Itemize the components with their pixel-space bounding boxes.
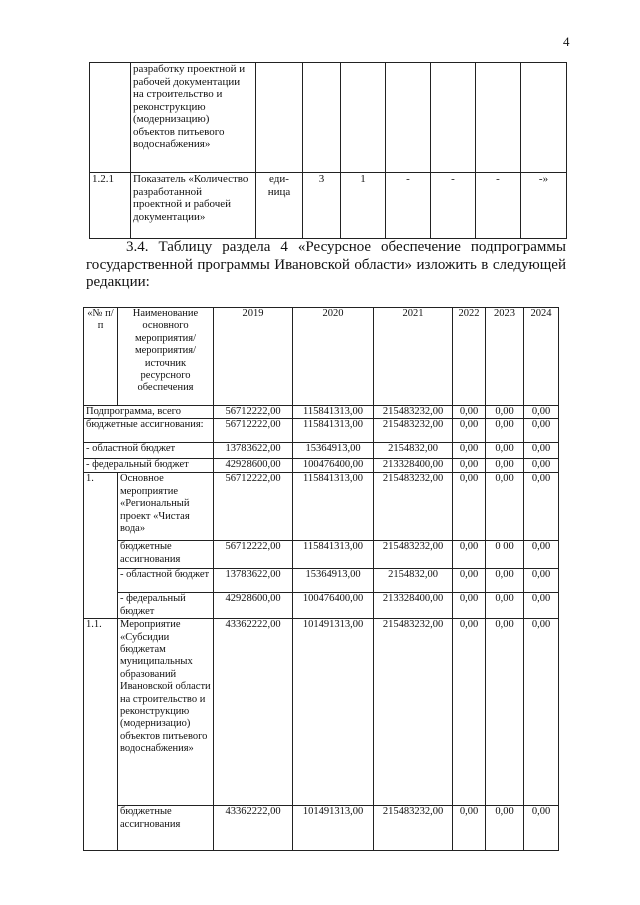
- value-cell: 115841313,00: [293, 541, 374, 569]
- empty-cell: [476, 63, 521, 173]
- value-cell: 43362222,00: [214, 619, 293, 806]
- empty-cell: [341, 63, 386, 173]
- row-number: 1.2.1: [90, 173, 131, 239]
- value-cell: -»: [521, 173, 567, 239]
- table-row: [84, 473, 559, 541]
- row-label: - федеральный бюджет: [84, 459, 214, 473]
- value-cell: 0,00: [486, 419, 524, 443]
- row-label: бюджетные ассигнования: [118, 541, 214, 569]
- table-row: [84, 443, 559, 459]
- table-row: [90, 173, 567, 239]
- header-year: 2024: [524, 308, 559, 406]
- value-cell: 56712222,00: [214, 419, 293, 443]
- empty-cell: [386, 63, 431, 173]
- value-cell: 15364913,00: [293, 443, 374, 459]
- value-cell: 0,00: [453, 443, 486, 459]
- value-cell: 15364913,00: [293, 569, 374, 593]
- value-cell: 43362222,00: [214, 806, 293, 851]
- value-cell: 215483232,00: [374, 806, 453, 851]
- header-year: 2021: [374, 308, 453, 406]
- value-cell: -: [386, 173, 431, 239]
- table-row: [84, 541, 559, 569]
- value-cell: 0,00: [524, 459, 559, 473]
- value-cell: 13783622,00: [214, 569, 293, 593]
- indicator-table: [89, 62, 567, 239]
- value-cell: 0,00: [453, 619, 486, 806]
- value-cell: 215483232,00: [374, 541, 453, 569]
- value-cell: 0,00: [453, 473, 486, 541]
- table-row: [84, 593, 559, 619]
- value-cell: 2154832,00: [374, 569, 453, 593]
- value-cell: 0,00: [486, 806, 524, 851]
- table-row: [84, 569, 559, 593]
- value-cell: -: [431, 173, 476, 239]
- value-cell: 56712222,00: [214, 541, 293, 569]
- value-cell: 100476400,00: [293, 593, 374, 619]
- value-cell: 115841313,00: [293, 473, 374, 541]
- value-cell: 0,00: [453, 419, 486, 443]
- value-cell: 0,00: [524, 419, 559, 443]
- empty-cell: [256, 63, 303, 173]
- value-cell: 213328400,00: [374, 459, 453, 473]
- header-num: «№ п/п: [84, 308, 118, 406]
- value-cell: 1: [341, 173, 386, 239]
- row-label: Мероприятие «Субсидии бюджетам муниципальных образований Ивановской области на строительство и реконструкцию (модернизацио) объектов питьевого водоснабжения»: [118, 619, 214, 806]
- indicator-name: Показатель «Количество разработанной проектной и рабочей документации»: [131, 173, 256, 239]
- value-cell: 0,00: [486, 473, 524, 541]
- value-cell: 0,00: [524, 406, 559, 419]
- value-cell: 13783622,00: [214, 443, 293, 459]
- table-row: [90, 63, 567, 173]
- value-cell: 0,00: [453, 569, 486, 593]
- page-number: 4: [563, 34, 570, 49]
- value-cell: 0,00: [524, 619, 559, 806]
- row-label: бюджетные ассигнования:: [84, 419, 214, 443]
- header-name: Наименование основного мероприятия/ мероприятия/ источник ресурсного обеспечения: [118, 308, 214, 406]
- value-cell: 0,00: [453, 806, 486, 851]
- row-number: 1.: [84, 473, 118, 619]
- value-cell: 56712222,00: [214, 406, 293, 419]
- table-body: [84, 406, 559, 851]
- table-row: [84, 459, 559, 473]
- value-cell: 215483232,00: [374, 619, 453, 806]
- value-cell: 0,00: [524, 806, 559, 851]
- table-row: [84, 806, 559, 851]
- value-cell: 2154832,00: [374, 443, 453, 459]
- value-cell: 42928600,00: [214, 593, 293, 619]
- value-cell: 0,00: [524, 541, 559, 569]
- value-cell: 0,00: [486, 406, 524, 419]
- empty-cell: [303, 63, 341, 173]
- value-cell: 0,00: [486, 593, 524, 619]
- value-cell: 0,00: [524, 443, 559, 459]
- empty-cell: [521, 63, 567, 173]
- row-label: бюджетные ассигнования: [118, 806, 214, 851]
- resource-table: [83, 307, 559, 851]
- value-cell: 0,00: [453, 406, 486, 419]
- table-row: [84, 619, 559, 806]
- value-cell: 0,00: [524, 593, 559, 619]
- value-cell: 56712222,00: [214, 473, 293, 541]
- row-label: Основное мероприятие «Региональный проект «Чистая вода»: [118, 473, 214, 541]
- value-cell: 0 00: [486, 541, 524, 569]
- header-year: 2020: [293, 308, 374, 406]
- value-cell: 101491313,00: [293, 806, 374, 851]
- value-cell: 215483232,00: [374, 406, 453, 419]
- value-cell: -: [476, 173, 521, 239]
- value-cell: 0,00: [524, 569, 559, 593]
- value-cell: 215483232,00: [374, 419, 453, 443]
- row-label: - областной бюджет: [84, 443, 214, 459]
- value-cell: 3: [303, 173, 341, 239]
- empty-cell: [90, 63, 131, 173]
- header-year: 2022: [453, 308, 486, 406]
- value-cell: 101491313,00: [293, 619, 374, 806]
- value-cell: 0,00: [524, 473, 559, 541]
- value-cell: 215483232,00: [374, 473, 453, 541]
- row-label: Подпрограмма, всего: [84, 406, 214, 419]
- row-label: - областной бюджет: [118, 569, 214, 593]
- value-cell: 213328400,00: [374, 593, 453, 619]
- value-cell: 0,00: [486, 569, 524, 593]
- value-cell: 115841313,00: [293, 406, 374, 419]
- table-row: [84, 419, 559, 443]
- value-cell: 0,00: [453, 459, 486, 473]
- unit: еди-ница: [256, 173, 303, 239]
- value-cell: 0,00: [453, 541, 486, 569]
- paragraph: 3.4. Таблицу раздела 4 «Ресурсное обеспечение подпрограммы государственной программы Ивановской области» изложить в следующей редакции:: [86, 239, 566, 290]
- header-row: [84, 308, 559, 406]
- table-row: [84, 406, 559, 419]
- value-cell: 0,00: [486, 459, 524, 473]
- row-label: - федеральный бюджет: [118, 593, 214, 619]
- row-number: 1.1.: [84, 619, 118, 851]
- value-cell: 100476400,00: [293, 459, 374, 473]
- header-year: 2023: [486, 308, 524, 406]
- header-year: 2019: [214, 308, 293, 406]
- value-cell: 0,00: [486, 619, 524, 806]
- value-cell: 115841313,00: [293, 419, 374, 443]
- value-cell: 42928600,00: [214, 459, 293, 473]
- value-cell: 0,00: [453, 593, 486, 619]
- empty-cell: [431, 63, 476, 173]
- indicator-name: разработку проектной и рабочей документации на строительство и реконструкцию (модернизацию) объектов питьевого водоснабжения»: [131, 63, 256, 173]
- value-cell: 0,00: [486, 443, 524, 459]
